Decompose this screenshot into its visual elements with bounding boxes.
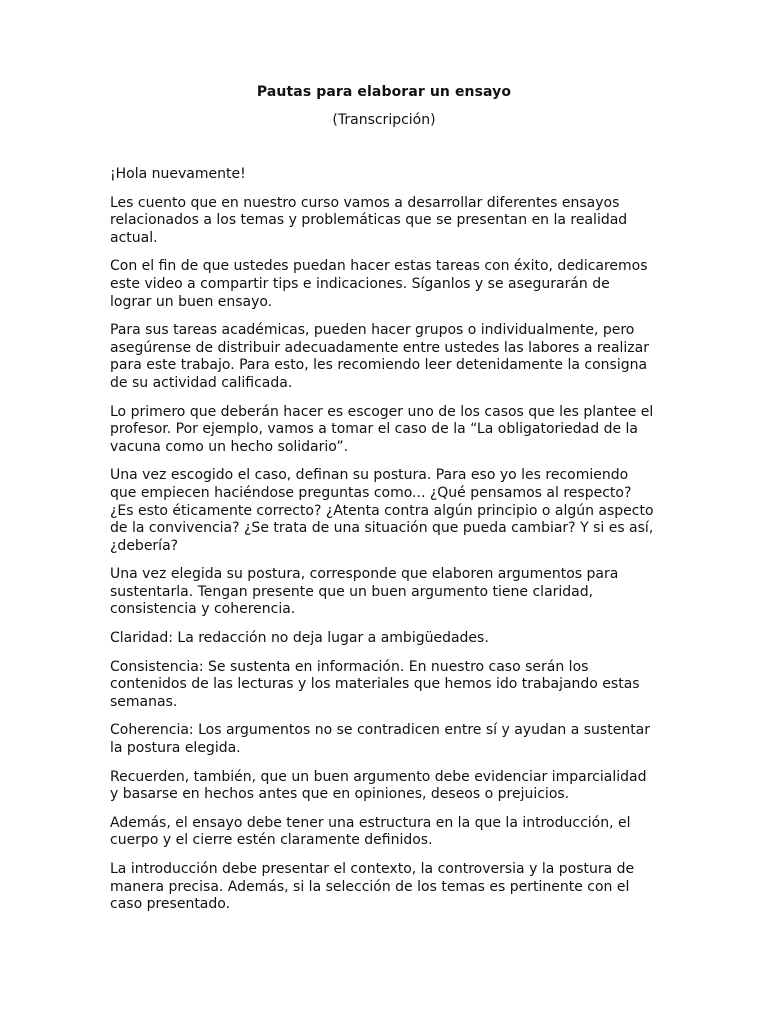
paragraph-intro: Les cuento que en nuestro curso vamos a desarrollar diferentes ensayos relacionados a los temas y problemáticas que se presentan en la realidad actual.	[110, 194, 628, 246]
paragraph-choose-case: Lo primero que deberán hacer es escoger uno de los casos que les plantee el profesor. Por ejemplo, vamos a tomar el caso de la “La obligatoriedad de la vacuna como un hecho solidario”.	[110, 403, 654, 455]
paragraph-define-stance: Una vez escogido el caso, definan su postura. Para eso yo les recomiendo que empiecen haciéndose preguntas como... ¿Qué pensamos al respecto? ¿Es esto éticamente correcto? ¿Atenta contra algún principio o algún aspecto de la convivencia? ¿Se trata de una situación que pueda cambiar? Y si es así, ¿debería?	[110, 467, 654, 554]
document-title: Pautas para elaborar un ensayo	[256, 84, 512, 100]
paragraph-consistency: Consistencia: Se sustenta en información. En nuestro caso serán los contenidos de las lecturas y los materiales que hemos ido trabajando estas semanas.	[110, 658, 640, 710]
paragraph-clarity: Claridad: La redacción no deja lugar a ambigüedades.	[110, 630, 489, 647]
paragraph-groups: Para sus tareas académicas, pueden hacer grupos o individualmente, pero asegúrense de distribuir adecuadamente entre ustedes las labores a realizar para este trabajo. Para esto, les recomiendo leer detenidamente la consigna de su actividad calificada.	[110, 322, 649, 391]
paragraph-arguments: Una vez elegida su postura, corresponde que elaboren argumentos para sustentarla. Tengan presente que un buen argumento tiene claridad, consistencia y coherencia.	[110, 566, 619, 618]
paragraph-structure: Además, el ensayo debe tener una estructura en la que la introducción, el cuerpo y el cierre estén claramente definidos.	[110, 814, 631, 849]
paragraph-introduction: La introducción debe presentar el contexto, la controversia y la postura de manera precisa. Además, si la selección de los temas es pertinente con el caso presentado.	[110, 861, 635, 913]
paragraph-impartiality: Recuerden, también, que un buen argumento debe evidenciar imparcialidad y basarse en hechos antes que en opiniones, deseos o prejuicios.	[110, 768, 647, 803]
paragraph-purpose: Con el fin de que ustedes puedan hacer estas tareas con éxito, dedicaremos este video a compartir tips e indicaciones. Síganlos y se asegurarán de lograr un buen ensayo.	[110, 258, 648, 310]
document-body	[110, 166, 655, 925]
paragraph-greeting: ¡Hola nuevamente!	[110, 166, 246, 182]
document-subtitle: (Transcripción)	[332, 112, 436, 128]
paragraph-coherence: Coherencia: Los argumentos no se contradicen entre sí y ayudan a sustentar la postura elegida.	[110, 722, 651, 757]
